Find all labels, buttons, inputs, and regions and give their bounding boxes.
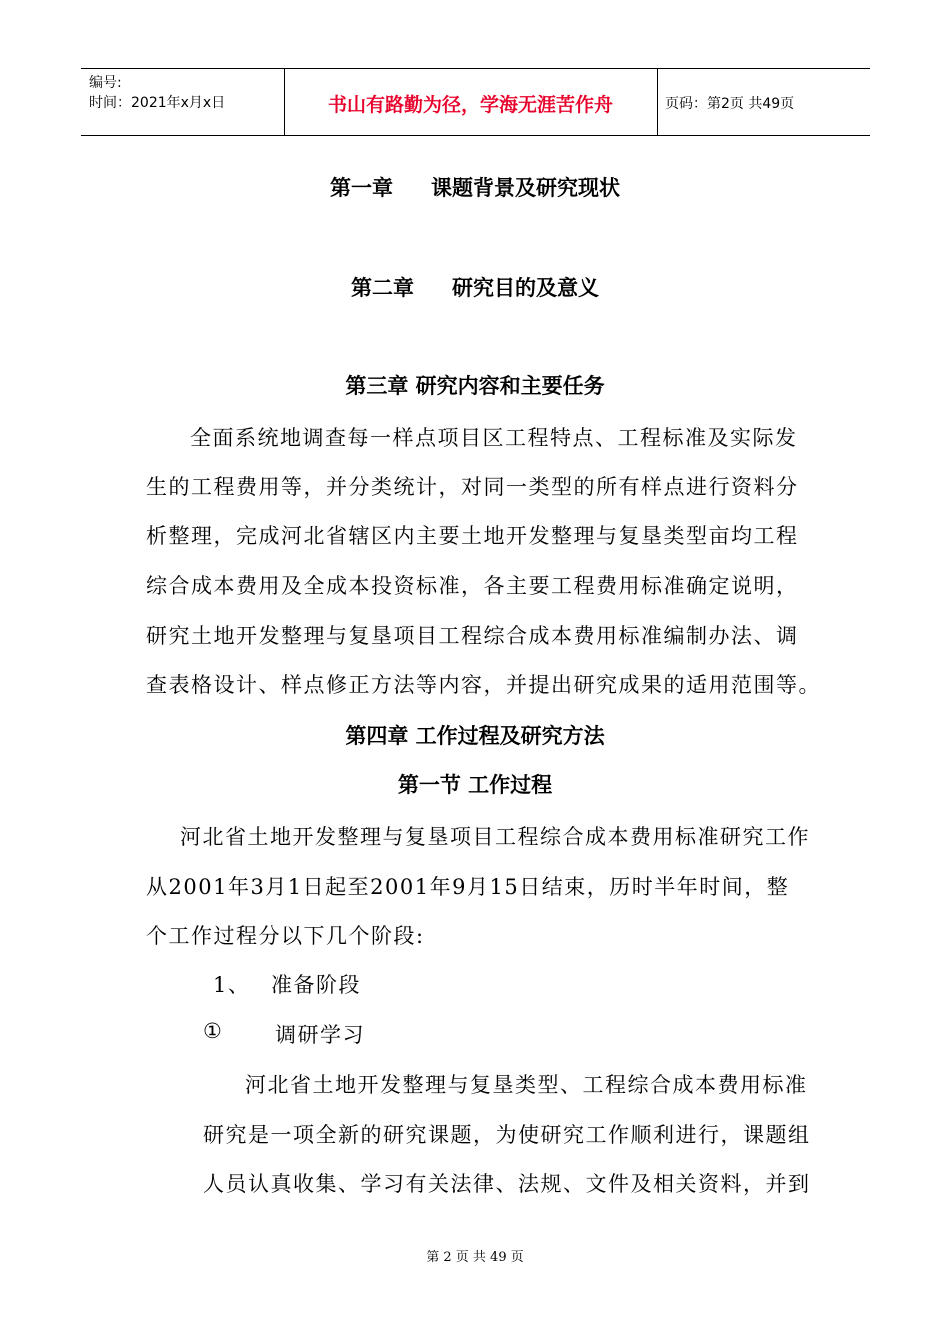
sub-item-text: 调研学习 <box>275 1023 365 1047</box>
chapter-3-heading: 第三章 研究内容和主要任务 <box>345 374 605 398</box>
header-motto: 书山有路勤为径，学海无涯苦作舟 <box>327 93 613 116</box>
chapter-2-title: 研究目的及意义 <box>452 276 599 300</box>
chapter-1-number: 第一章 <box>330 176 393 200</box>
header-table <box>81 68 870 136</box>
paragraph-line: 析整理，完成河北省辖区内主要土地开发整理与复垦类型亩均工程 <box>146 524 799 548</box>
paragraph-line: 研究土地开发整理与复垦项目工程综合成本费用标准编制办法、调 <box>146 624 799 648</box>
header-divider <box>657 69 658 135</box>
sub-item-number: ① <box>203 1019 224 1043</box>
number-label: 编号: <box>89 75 122 91</box>
paragraph-line: 从2001年3月1日起至2001年9月15日结束，历时半年时间，整 <box>146 875 790 899</box>
chapter-1-title: 课题背景及研究现状 <box>431 176 620 200</box>
header-page-info: 页码：第2页 共49页 <box>665 96 795 112</box>
paragraph-line: 研究是一项全新的研究课题，为使研究工作顺利进行，课题组 <box>203 1123 811 1147</box>
paragraph-line: 河北省土地开发整理与复垦项目工程综合成本费用标准研究工作 <box>180 825 810 849</box>
section-1-heading: 第一节 工作过程 <box>397 773 553 797</box>
paragraph-line: 全面系统地调查每一样点项目区工程特点、工程标准及实际发 <box>190 426 798 450</box>
page-footer: 第 2 页 共 49 页 <box>426 1250 524 1265</box>
time-label: 时间：2021年x月x日 <box>89 95 226 111</box>
chapter-1-heading <box>0 172 950 202</box>
paragraph-line: 综合成本费用及全成本投资标准，各主要工程费用标准确定说明， <box>146 574 799 598</box>
paragraph-line: 河北省土地开发整理与复垦类型、工程综合成本费用标准 <box>245 1073 808 1097</box>
paragraph-line: 个工作过程分以下几个阶段: <box>146 924 425 948</box>
chapter-4-heading: 第四章 工作过程及研究方法 <box>345 724 605 748</box>
paragraph-line: 查表格设计、样点修正方法等内容，并提出研究成果的适用范围等。 <box>146 673 821 697</box>
paragraph-line: 人员认真收集、学习有关法律、法规、文件及相关资料，并到 <box>203 1172 811 1196</box>
paragraph-line: 生的工程费用等，并分类统计，对同一类型的所有样点进行资料分 <box>146 475 799 499</box>
chapter-2-heading <box>0 272 950 302</box>
header-left <box>89 73 225 113</box>
list-item-number: 1、 <box>213 973 251 997</box>
chapter-2-number: 第二章 <box>351 276 414 300</box>
list-item-text: 准备阶段 <box>271 973 361 997</box>
